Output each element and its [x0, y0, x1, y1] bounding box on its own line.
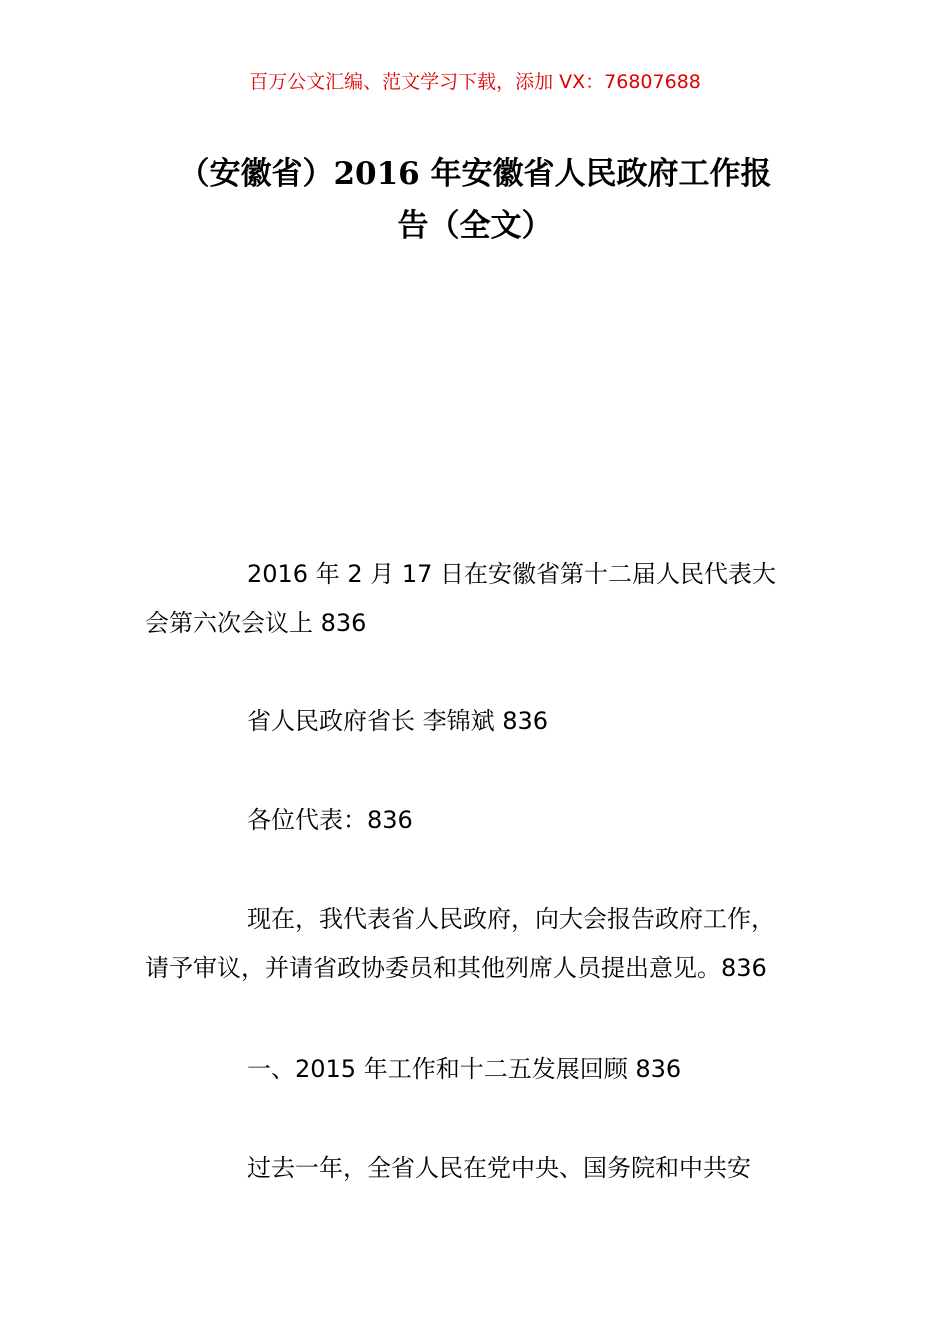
paragraph-line: 省人民政府省长 李锦斌 836: [247, 707, 549, 735]
paragraph-line: 各位代表：836: [247, 806, 413, 834]
paragraph-line: 过去一年，全省人民在党中央、国务院和中共安: [247, 1154, 751, 1182]
paragraph-line: 会第六次会议上 836: [145, 609, 367, 637]
paragraph-line: 请予审议，并请省政协委员和其他列席人员提出意见。836: [145, 954, 767, 982]
section-heading: [145, 1045, 835, 1094]
title-line-1: （安徽省）2016 年安徽省人民政府工作报: [178, 156, 772, 192]
paragraph-line: 现在，我代表省人民政府，向大会报告政府工作，: [247, 905, 775, 933]
paragraph-review: [145, 1144, 835, 1193]
paragraph-date-venue: [145, 550, 835, 648]
paragraph-line: 一、2015 年工作和十二五发展回顾 836: [247, 1055, 682, 1083]
title-line-2: 告（全文）: [397, 208, 553, 244]
paragraph-opening: [145, 895, 835, 993]
header-watermark-note: 百万公文汇编、范文学习下载，添加 VX：76807688: [249, 71, 701, 93]
paragraph-salutation: [145, 796, 835, 845]
document-title: [145, 148, 805, 252]
paragraph-line: 2016 年 2 月 17 日在安徽省第十二届人民代表大: [247, 560, 777, 588]
paragraph-speaker: [145, 697, 835, 746]
